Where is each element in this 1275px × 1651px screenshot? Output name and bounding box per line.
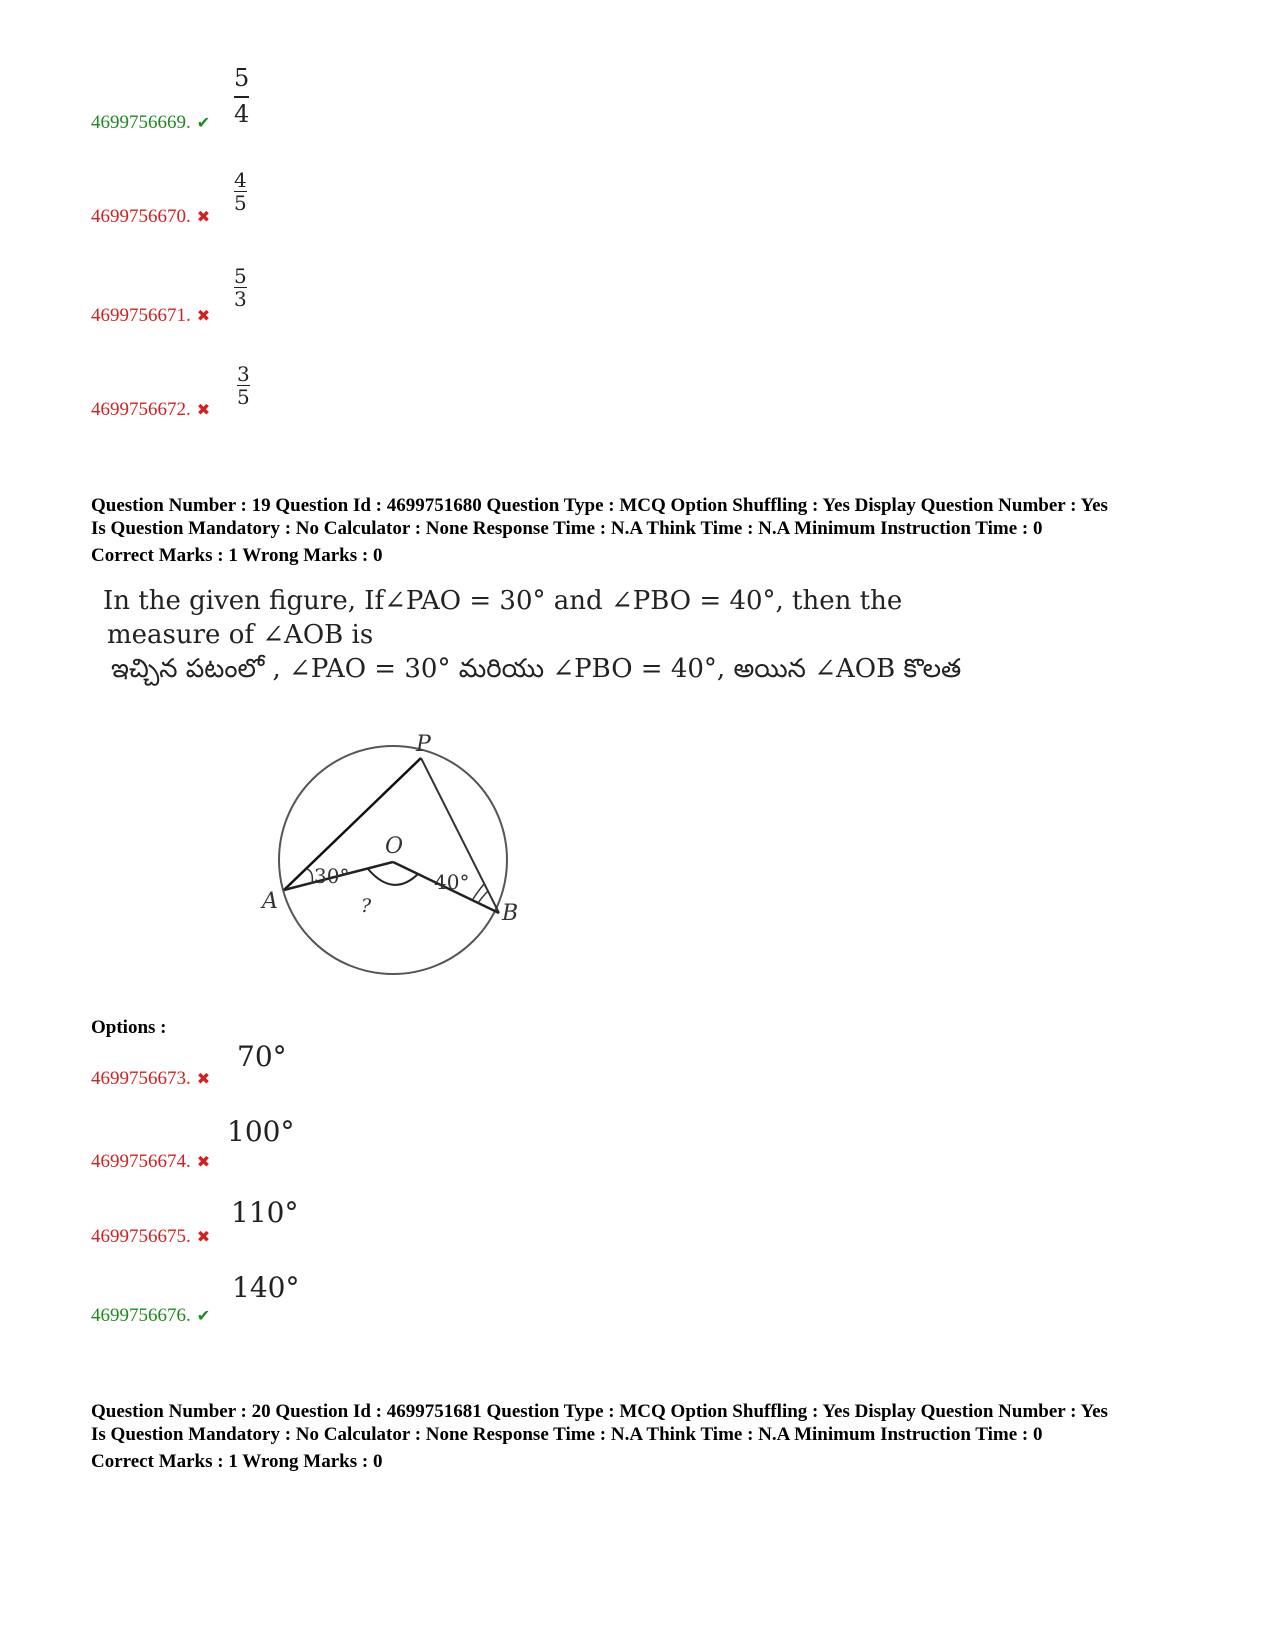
option-fraction [237,364,250,407]
option-id: 4699756674. [91,1151,191,1172]
question-line-te: ఇచ్చిన పటంలో , ∠PAO = 30° మరియు ∠PBO = 40°, అయిన ∠AOB కొలత [111,654,962,684]
angle-label-b: 40° [434,870,470,894]
option-row [91,399,210,421]
point-label-b: B [502,901,519,926]
option-id: 4699756670. [91,206,191,227]
fraction-numerator: 3 [237,362,250,386]
point-label-o: O [385,834,404,859]
fraction-denominator: 5 [237,385,250,409]
question-line-en: measure of ∠AOB is [107,620,374,650]
cross-icon: ✖ [196,209,211,226]
option-id: 4699756669. [91,112,191,133]
option-row [91,206,210,228]
fraction-bar [234,96,249,98]
fraction-numerator: 5 [234,64,250,92]
cross-icon: ✖ [196,402,211,419]
option-id: 4699756672. [91,399,191,420]
point-label-p: P [416,732,431,757]
meta-line: Correct Marks : 1 Wrong Marks : 0 [91,545,383,566]
option-row [91,1226,210,1248]
question-meta [91,494,1108,567]
fraction-denominator: 4 [234,100,250,128]
cross-icon: ✖ [196,308,211,325]
option-id: 4699756671. [91,305,191,326]
option-value: 140° [232,1271,300,1304]
meta-line: Question Number : 20 Question Id : 4699751681 Question Type : MCQ Option Shuffling : Yes Display Question Number : Yes [91,1401,1108,1422]
cross-icon: ✖ [196,1154,211,1171]
fraction-denominator: 3 [234,287,247,311]
question-line-en: In the given figure, If∠PAO = 30° and ∠PBO = 40°, then the [103,586,903,616]
option-row [91,112,210,134]
angle-label-a: 30° [314,864,350,888]
meta-line: Correct Marks : 1 Wrong Marks : 0 [91,1451,383,1472]
fraction-denominator: 5 [234,191,247,215]
point-label-a: A [262,889,278,914]
option-id: 4699756673. [91,1068,191,1089]
option-row [91,305,210,327]
question-meta [91,1400,1108,1473]
unknown-angle-label: ? [361,895,372,917]
meta-line: Question Number : 19 Question Id : 4699751680 Question Type : MCQ Option Shuffling : Yes Display Question Number : Yes [91,495,1108,516]
option-fraction [234,170,247,213]
option-fraction [234,66,249,126]
question-text [103,584,961,686]
fraction-numerator: 5 [234,264,247,288]
option-id: 4699756675. [91,1226,191,1247]
options-label: Options : [91,1017,167,1038]
option-fraction [234,266,247,309]
option-row [91,1151,210,1173]
cross-icon: ✖ [196,1071,211,1088]
option-value: 100° [227,1115,295,1148]
option-row [91,1068,210,1090]
circle-figure [250,720,550,995]
meta-line: Is Question Mandatory : No Calculator : None Response Time : N.A Think Time : N.A Minimum Instruction Time : 0 [91,1424,1043,1445]
option-value: 70° [237,1040,287,1073]
check-icon: ✔ [196,1308,211,1325]
meta-line: Is Question Mandatory : No Calculator : None Response Time : N.A Think Time : N.A Minimum Instruction Time : 0 [91,518,1043,539]
fraction-numerator: 4 [234,168,247,192]
option-id: 4699756676. [91,1305,191,1326]
check-icon: ✔ [196,115,211,132]
option-value: 110° [231,1196,299,1229]
option-row [91,1305,210,1327]
cross-icon: ✖ [196,1229,211,1246]
